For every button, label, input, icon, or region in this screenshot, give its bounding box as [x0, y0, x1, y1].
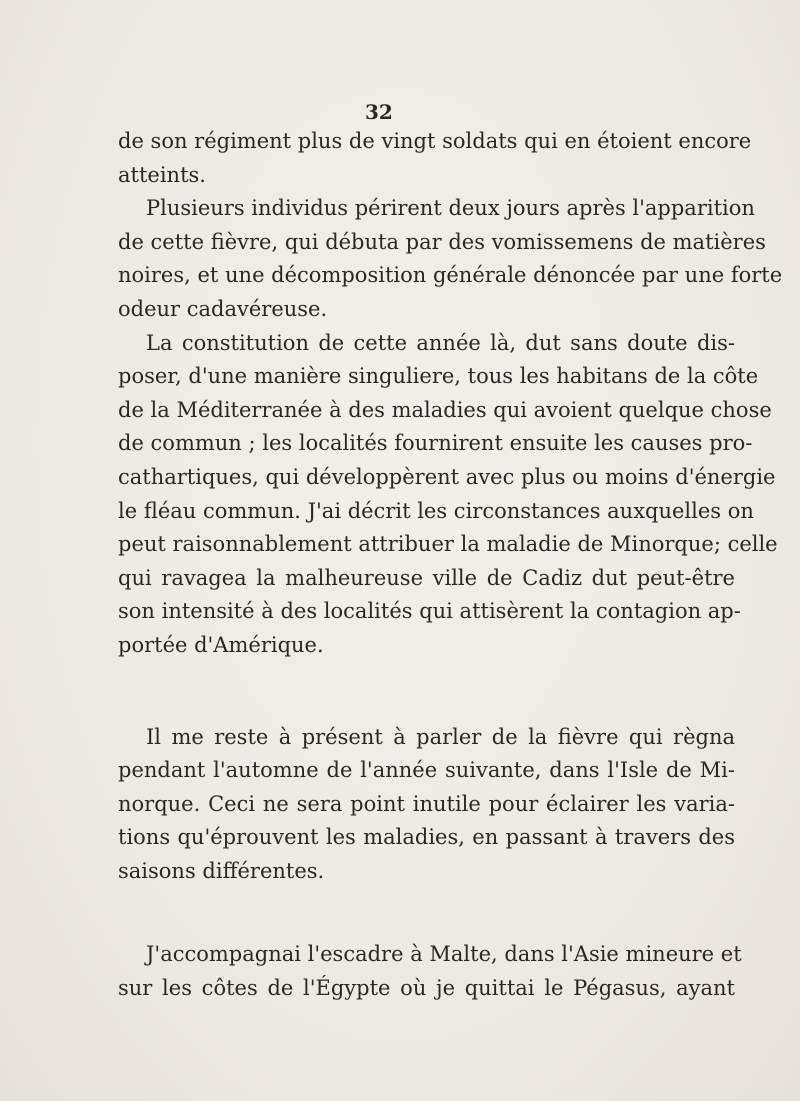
text-line: atteints. [118, 162, 206, 187]
text-line: Plusieurs individus périrent deux jours après l'apparition [146, 196, 755, 221]
text-line: noires, et une décomposition générale dénoncée par une forte [118, 263, 783, 288]
text-line: qui ravagea la malheureuse ville de Cadiz dut peut-être [118, 565, 735, 590]
text-line: pendant l'automne de l'année suivante, dans l'Isle de Mi- [118, 758, 735, 783]
text-line: de la Méditerranée à des maladies qui avoient quelque chose [118, 397, 772, 422]
text-line: poser, d'une manière singuliere, tous les habitans de la côte [118, 364, 759, 389]
paragraph-gap [118, 888, 735, 938]
text-line: norque. Ceci ne sera point inutile pour éclairer les varia- [118, 791, 735, 816]
text-line: J'accompagnai l'escadre à Malte, dans l'Asie mineure et [146, 942, 742, 967]
text-line: cathartiques, qui développèrent avec plus ou moins d'énergie [118, 464, 776, 489]
text-line: de commun ; les localités fournirent ensuite les causes pro- [118, 431, 753, 456]
paragraph-continuation [118, 125, 752, 192]
paragraph [118, 938, 742, 1005]
text-line: portée d'Amérique. [118, 632, 324, 657]
paragraph [118, 192, 783, 326]
text-line: son intensité à des localités qui attisèrent la contagion ap- [118, 599, 741, 624]
text-line: Il me reste à présent à parler de la fièvre qui règna [146, 724, 735, 749]
text-line: La constitution de cette année là, dut sans doute dis- [146, 330, 735, 355]
text-line: peut raisonnablement attribuer la maladie de Minorque; celle [118, 532, 778, 557]
text-line: saisons différentes. [118, 858, 325, 883]
text-line: le fléau commun. J'ai décrit les circonstances auxquelles on [118, 498, 754, 523]
body-text [118, 125, 783, 1006]
page-number: 32 [365, 100, 393, 124]
paragraph-gap [118, 663, 735, 721]
paragraph [118, 327, 778, 663]
paragraph [118, 721, 735, 889]
text-line: de cette fièvre, qui débuta par des vomissemens de matières [118, 229, 766, 254]
text-line: tions qu'éprouvent les maladies, en passant à travers des [118, 825, 735, 850]
text-line: sur les côtes de l'Égypte où je quittai le Pégasus, ayant [118, 976, 735, 1001]
text-line: de son régiment plus de vingt soldats qui en étoient encore [118, 129, 752, 153]
text-line: odeur cadavéreuse. [118, 296, 328, 321]
